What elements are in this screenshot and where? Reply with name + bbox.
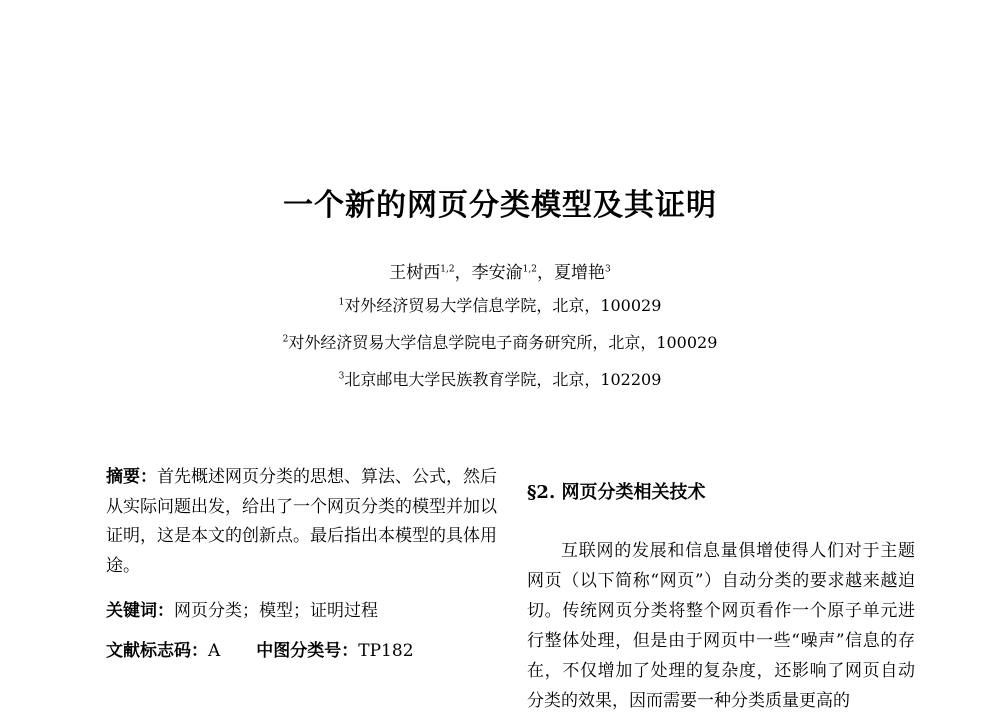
section-heading: §2. 网页分类相关技术 xyxy=(527,482,706,503)
author-separator: ， xyxy=(536,263,554,283)
keywords xyxy=(106,597,498,627)
affiliation-text: 对外经济贸易大学信息学院电子商务研究所，北京，100029 xyxy=(288,333,718,352)
clc-label: 中图分类号： xyxy=(256,640,359,661)
author-separator: ， xyxy=(454,263,472,283)
left-column xyxy=(106,463,498,666)
author-name: 王树西 xyxy=(389,263,441,283)
clc-value: TP182 xyxy=(358,640,414,661)
author-name: 李安渝 xyxy=(471,263,523,283)
author-name: 夏增艳 xyxy=(553,263,605,283)
affiliation-mark: 3 xyxy=(338,371,345,382)
keywords-text: 网页分类；模型；证明过程 xyxy=(174,601,378,621)
affiliation-mark: 2 xyxy=(282,334,289,345)
author-affiliation-mark: 1,2 xyxy=(522,264,537,275)
affiliation xyxy=(0,293,1000,316)
author-affiliation-mark: 3 xyxy=(604,264,611,275)
classification-line xyxy=(106,637,498,667)
affiliation-text: 对外经济贸易大学信息学院，北京，100029 xyxy=(344,296,662,315)
paper-title: 一个新的网页分类模型及其证明 xyxy=(283,188,717,223)
section-body: 互联网的发展和信息量俱增使得人们对于主题网页（以下简称“网页”）自动分类的要求越来越迫切。传统网页分类将整个网页看作一个原子单元进行整体处理，但是由于网页中一些“噪声”信息的存在，不仅增加了处理的复杂度，还影响了网页自动分类的效果，因而需要一种分类质量更高的 xyxy=(527,541,915,711)
abstract xyxy=(106,463,498,581)
affiliation-mark: 1 xyxy=(338,297,345,308)
right-column xyxy=(527,478,915,716)
keywords-label: 关键词： xyxy=(106,601,174,621)
affiliation-text: 北京邮电大学民族教育学院，北京，102209 xyxy=(344,370,662,389)
author-list xyxy=(0,258,1000,283)
affiliation xyxy=(0,367,1000,390)
affiliation xyxy=(0,330,1000,353)
doc-code-value: A xyxy=(208,640,221,661)
doc-code-label: 文献标志码： xyxy=(106,640,208,661)
abstract-label: 摘要： xyxy=(106,467,157,487)
abstract-text: 首先概述网页分类的思想、算法、公式，然后从实际问题出发，给出了一个网页分类的模型并加以证明，这是本文的创新点。最后指出本模型的具体用途。 xyxy=(106,467,497,576)
author-affiliation-mark: 1,2 xyxy=(440,264,455,275)
